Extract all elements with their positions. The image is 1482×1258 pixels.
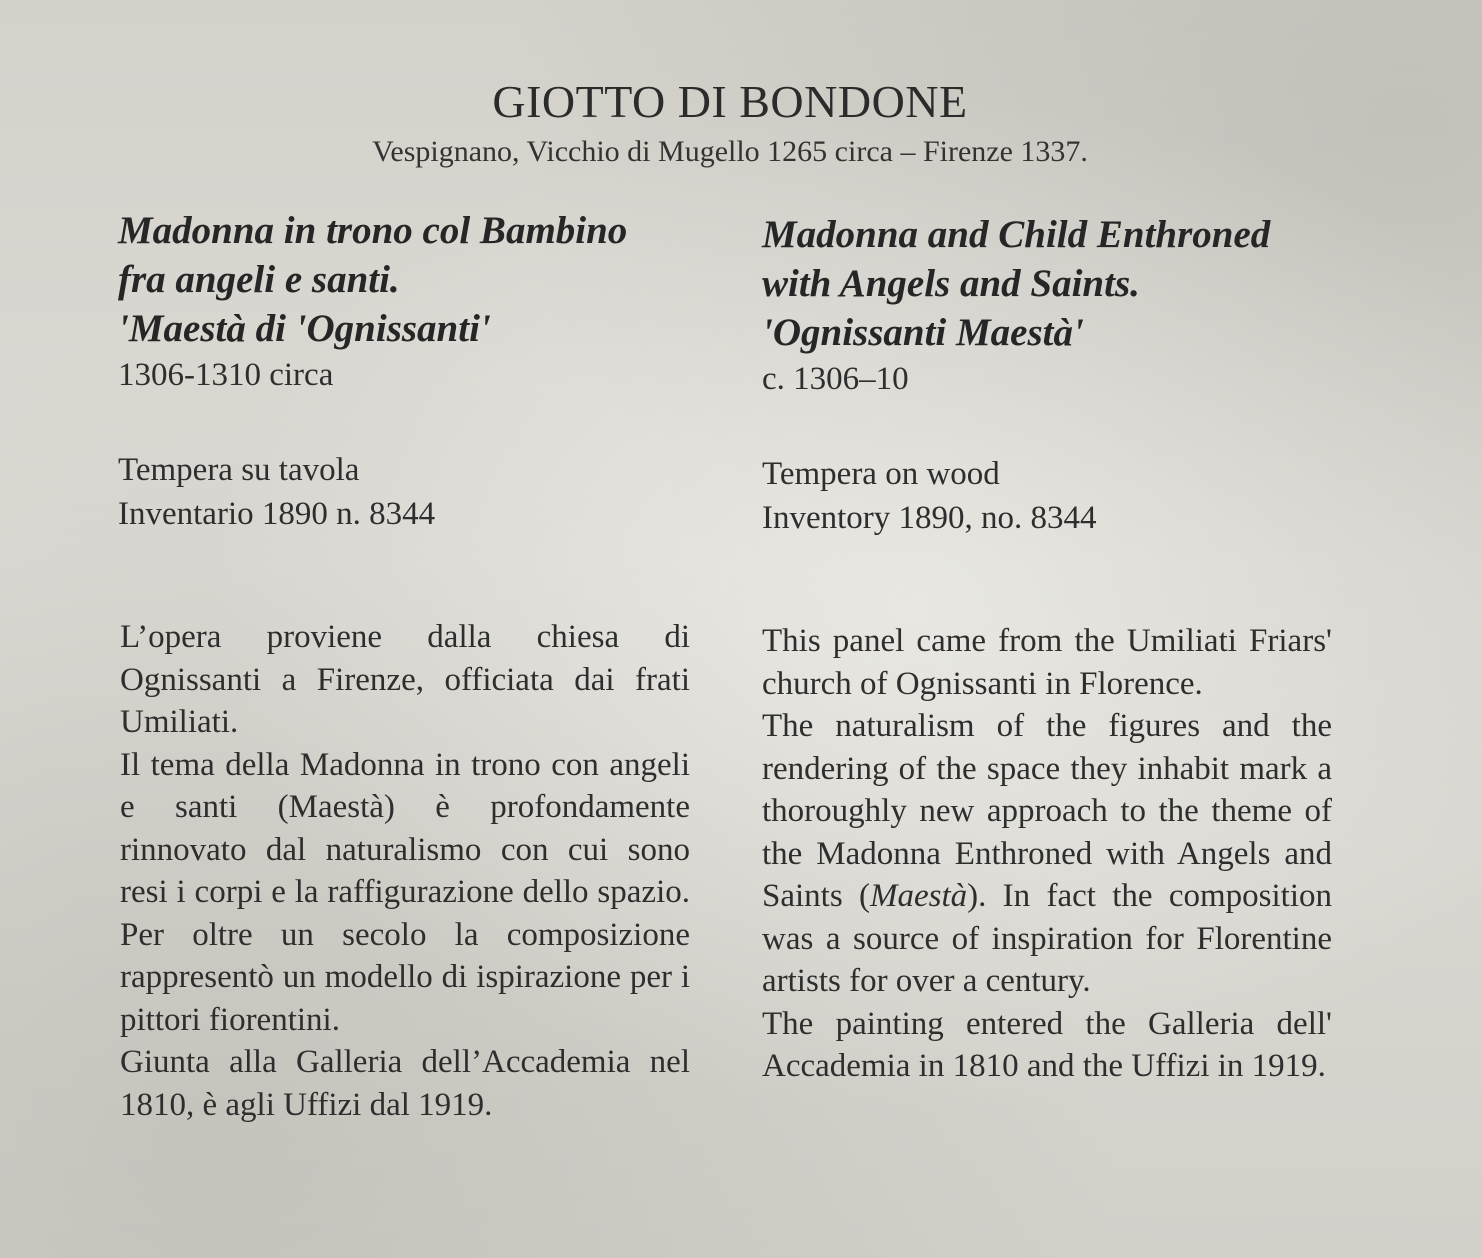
label-header	[0, 74, 1460, 172]
english-description	[762, 620, 1332, 1088]
english-column	[762, 210, 1332, 540]
english-paragraph-italic: Maestà	[869, 878, 968, 914]
italian-inventory: Inventario 1890 n. 8344	[118, 496, 436, 532]
english-paragraph-text: The naturalism of the figures and the rendering of the space they inhabit mark a thoroughly new approach to the theme of the Madonna Enthroned with Angels and Saints (	[762, 708, 1332, 914]
english-subtitle: 'Ognissanti Maestà'	[762, 311, 1084, 354]
italian-column	[118, 206, 688, 536]
english-medium: Tempera on wood	[762, 456, 1000, 492]
italian-paragraph: Il tema della Madonna in trono con angeli e santi (Maestà) è profondamente rinnovato dal naturalismo con cui sono resi i corpi e la raffigurazione dello spazio. Per oltre un secolo la composizione rappresentò un modello di ispirazione per i pittori fiorentini.	[120, 746, 690, 1038]
english-inventory: Inventory 1890, no. 8344	[762, 500, 1097, 536]
english-title-line: with Angels and Saints.	[762, 262, 1140, 305]
italian-paragraph: Giunta alla Galleria dell’Accademia nel 1810, è agli Uffizi dal 1919.	[120, 1044, 690, 1123]
english-title-line: Madonna and Child Enthroned	[762, 213, 1271, 256]
english-paragraph	[762, 705, 1332, 1003]
italian-date: 1306-1310 circa	[118, 357, 334, 393]
english-paragraph-text: ). In fact the composition was a source of inspiration for Florentine artists for over a century.	[762, 878, 1332, 999]
english-paragraph: This panel came from the Umiliati Friars' church of Ognissanti in Florence.	[762, 623, 1332, 702]
english-paragraph: The painting entered the Galleria dell' Accademia in 1810 and the Uffizi in 1919.	[762, 1005, 1332, 1084]
italian-paragraph: L’opera proviene dalla chiesa di Ognissanti a Firenze, officiata dai frati Umiliati.	[120, 619, 690, 740]
artist-name: GIOTTO DI BONDONE	[492, 76, 968, 127]
italian-title-line: fra angeli e santi.	[118, 258, 400, 301]
italian-title-line: Madonna in trono col Bambino	[118, 209, 628, 252]
english-date: c. 1306–10	[762, 361, 909, 397]
italian-subtitle: 'Maestà di 'Ognissanti'	[118, 307, 491, 350]
italian-description	[120, 616, 690, 1126]
artist-life-dates: Vespignano, Vicchio di Mugello 1265 circa – Firenze 1337.	[372, 135, 1088, 168]
italian-medium: Tempera su tavola	[118, 452, 360, 488]
